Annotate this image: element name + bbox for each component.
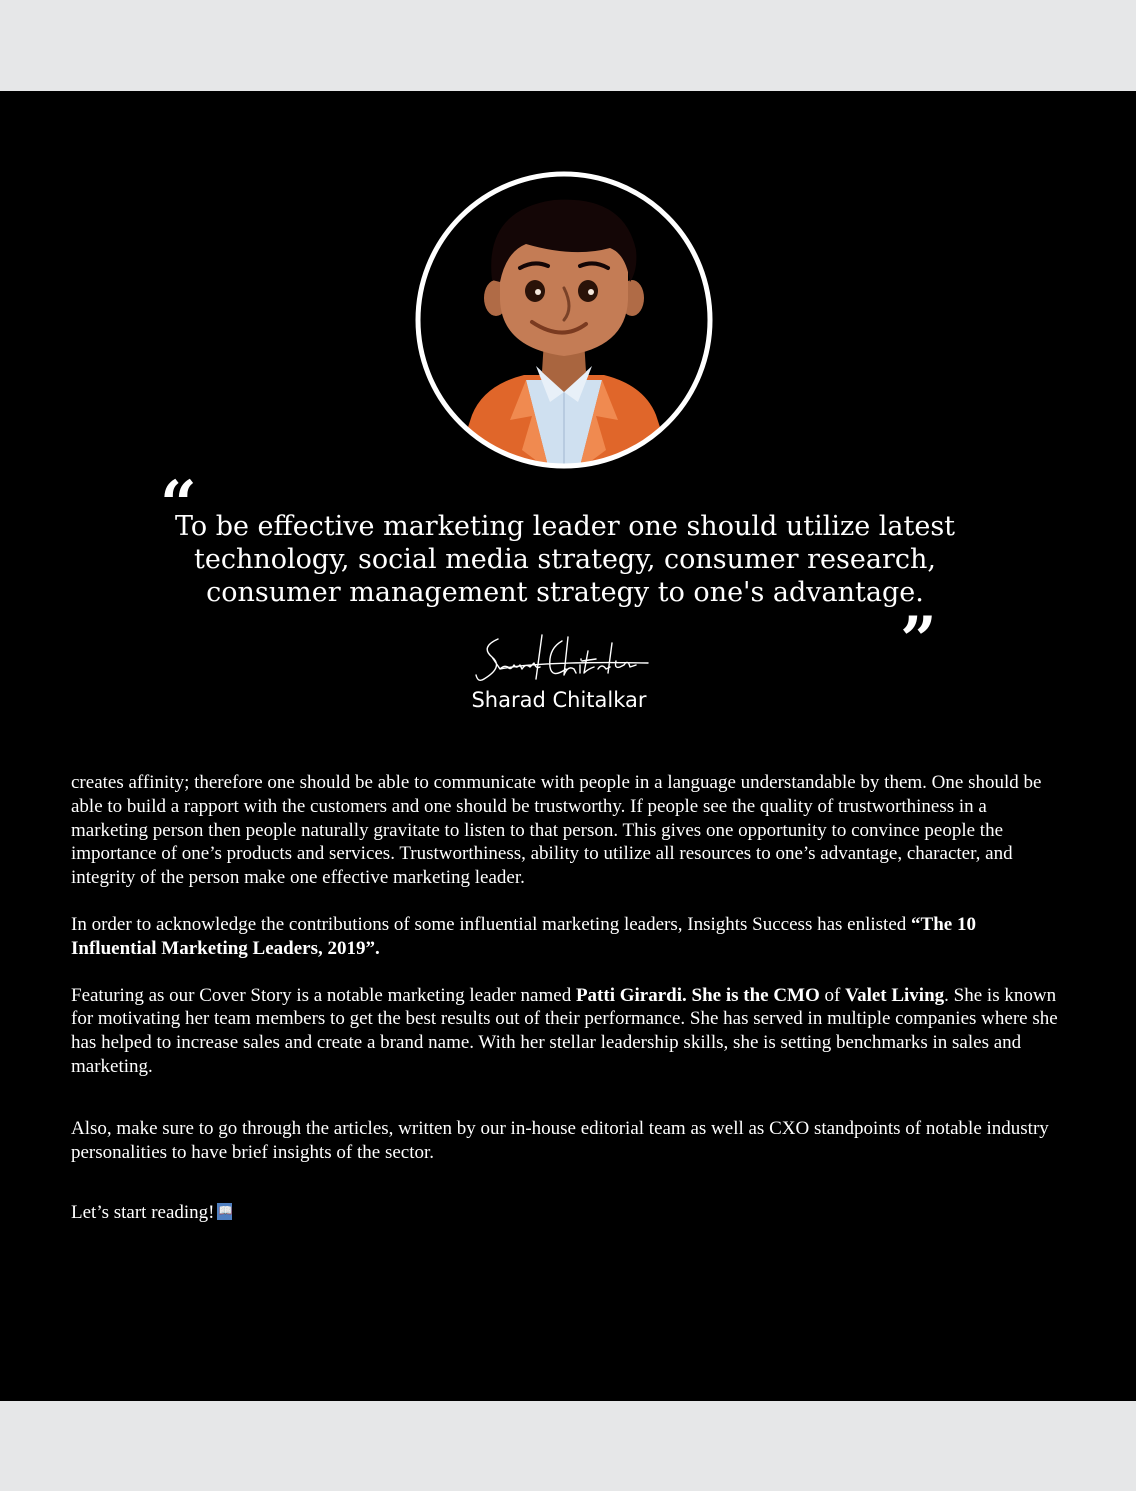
open-quote-mark: “ [160, 467, 197, 542]
pull-quote: To be effective marketing leader one should utilize latest technology, social media strategy, consumer research, consumer management strategy to one's advantage. [174, 511, 956, 608]
paragraph-4: Also, make sure to go through the articles, written by our in-house editorial team as well as CXO standpoints of notable industry personalities to have brief insights of the sector. [71, 1117, 1049, 1163]
article-body [71, 771, 1061, 1225]
paragraph-2 [71, 913, 1061, 961]
book-emoji-icon: 📖 [217, 1203, 232, 1220]
list-title: “The 10 Influential Marketing Leaders, 2019”. [71, 913, 976, 959]
paragraph-3 [71, 984, 1061, 1079]
author-name: Sharad Chitalkar [471, 688, 647, 712]
cover-story-name: Patti Girardi. She is the CMO [575, 984, 820, 1006]
paragraph-3-text-c: . She is known for motivating her team members to get the best results out of their performance. She has served in multiple companies where she has helped to increase sales and create a brand name. With her stellar leadership skills, she is setting benchmarks in sales and marketing. [71, 984, 1058, 1077]
close-quote-mark: ” [900, 603, 937, 678]
closing-line: Let’s start reading! [71, 1202, 215, 1224]
paragraph-1: creates affinity; therefore one should be able to communicate with people in a language understandable by them. One should be able to build a rapport with the customers and one should be trustworthy. If people see the quality of trustworthiness in a marketing person then people naturally gravitate to listen to that person. This gives one opportunity to convince people the importance of one’s products and services. Trustworthiness, ability to utilize all resources to one’s advantage, character, and integrity of the person make one effective marketing leader. [71, 772, 1042, 889]
paragraph-5 [71, 1201, 1061, 1225]
author-signature [470, 629, 650, 691]
paragraph-3-text-a: Featuring as our Cover Story is a notable marketing leader named [71, 984, 576, 1006]
author-avatar [414, 170, 714, 470]
paragraph-2-text: In order to acknowledge the contributions of some influential marketing leaders, Insights Success has enlisted [71, 913, 912, 935]
page [0, 91, 1136, 1401]
paragraph-3-text-b: of [819, 984, 846, 1006]
company-name: Valet Living [845, 984, 945, 1006]
